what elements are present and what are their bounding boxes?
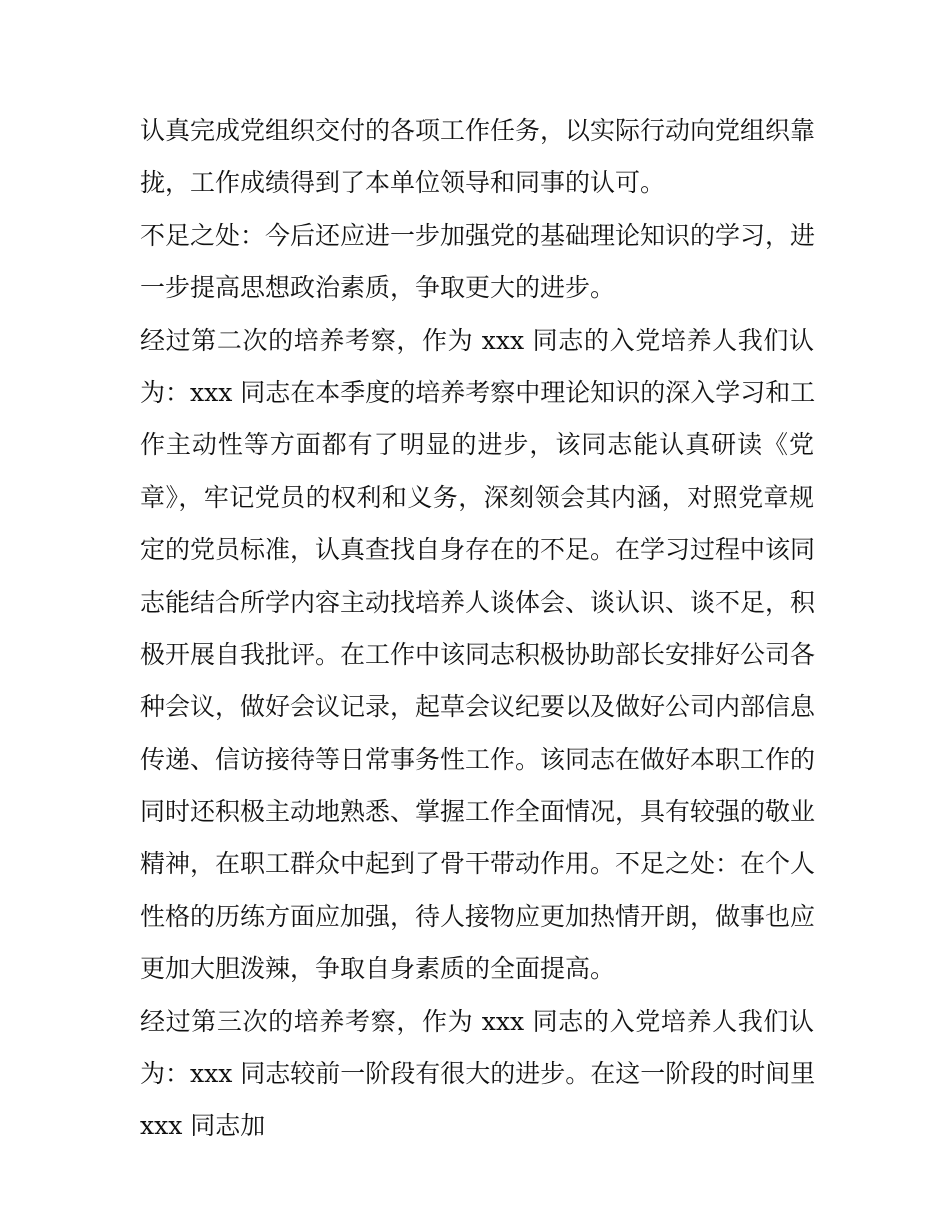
text-line-13: 传递、信访接待等日常事务性工作。该同志在做好本职工作的 xyxy=(140,744,816,774)
text-line-3: 不足之处：今后还应进一步加强党的基础理论知识的学习，进 xyxy=(140,220,816,250)
text-line-2: 拢，工作成绩得到了本单位领导和同事的认可。 xyxy=(140,168,666,198)
text-line-6: 为：xxx 同志在本季度的培养考察中理论知识的深入学习和工 xyxy=(140,377,816,407)
text-line-16: 性格的历练方面应加强，待人接物应更加热情开朗，做事也应 xyxy=(140,901,816,931)
text-line-1: 认真完成党组织交付的各项工作任务，以实际行动向党组织靠 xyxy=(140,116,816,145)
text-line-17: 更加大胆泼辣，争取自身素质的全面提高。 xyxy=(140,954,616,984)
text-line-7: 作主动性等方面都有了明显的进步，该同志能认真研读《党 xyxy=(140,430,814,460)
text-line-5: 经过第二次的培养考察，作为 xxx 同志的入党培养人我们认 xyxy=(140,325,814,355)
document-body xyxy=(140,105,814,1153)
text-line-9: 定的党员标准，认真查找自身存在的不足。在学习过程中该同 xyxy=(140,535,816,565)
text-line-12: 种会议，做好会议记录，起草会议纪要以及做好公司内部信息 xyxy=(140,692,816,722)
text-line-18: 经过第三次的培养考察，作为 xxx 同志的入党培养人我们认 xyxy=(140,1006,814,1036)
text-line-19: 为：xxx 同志较前一阶段有很大的进步。在这一阶段的时间里 xyxy=(140,1059,816,1089)
text-line-11: 极开展自我批评。在工作中该同志积极协助部长安排好公司各 xyxy=(140,639,816,669)
text-line-15: 精神，在职工群众中起到了骨干带动作用。不足之处：在个人 xyxy=(140,849,816,879)
text-line-10: 志能结合所学内容主动找培养人谈体会、谈认识、谈不足，积 xyxy=(140,587,816,617)
text-line-20: xxx 同志加 xyxy=(140,1111,266,1141)
text-line-4: 一步提高思想政治素质，争取更大的进步。 xyxy=(140,273,616,303)
text-line-8: 章》，牢记党员的权利和义务，深刻领会其内涵，对照党章规 xyxy=(140,482,814,512)
text-line-14: 同时还积极主动地熟悉、掌握工作全面情况，具有较强的敬业 xyxy=(140,797,816,827)
